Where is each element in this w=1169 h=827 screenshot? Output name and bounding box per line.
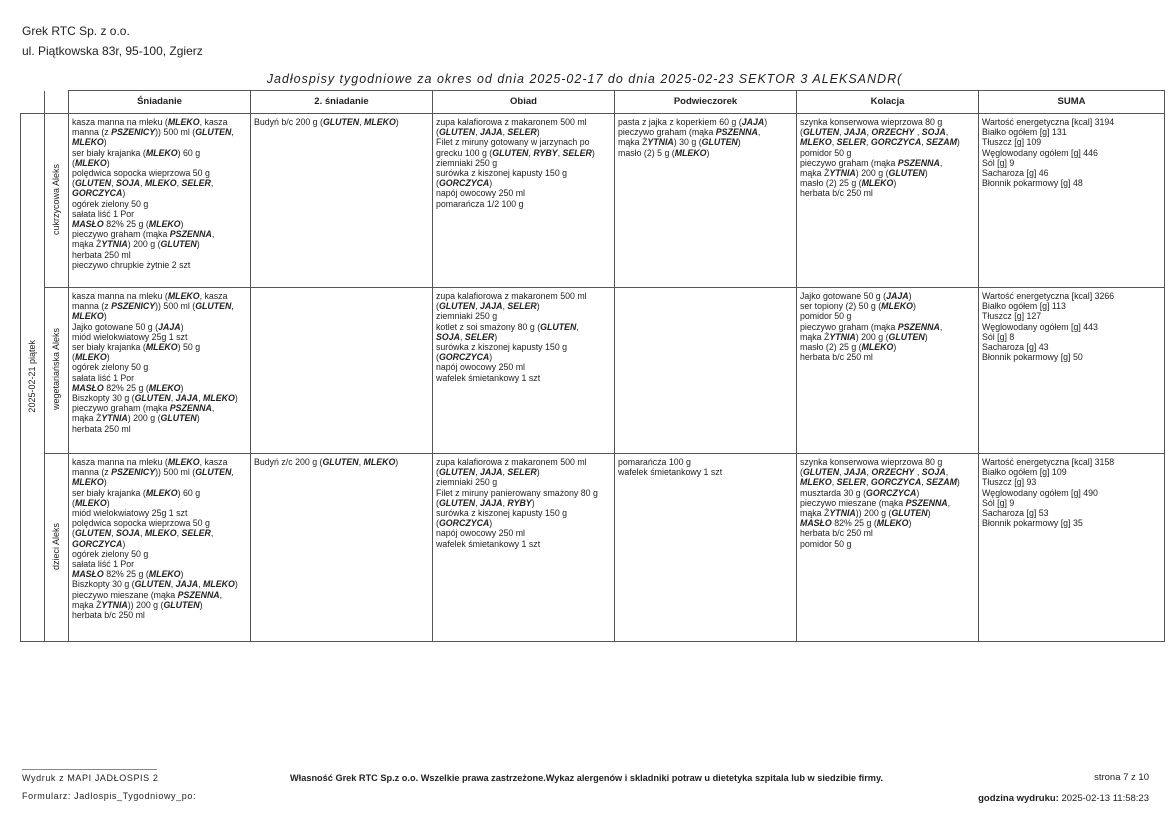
menu-line: zupa kalafiorowa z makaronem 500 ml — [436, 117, 587, 127]
menu-line: Budyń b/c 200 g (GLUTEN, MLEKO) — [254, 117, 399, 127]
menu-line: (GLUTEN, JAJA, RYBY) — [436, 497, 535, 508]
menu-line: Budyń z/c 200 g (GLUTEN, MLEKO) — [254, 457, 399, 467]
menu-line: wafelek śmietankowy 1 szt — [436, 372, 541, 383]
menu-line: ser topiony (2) 50 g (MLEKO) — [800, 301, 916, 312]
diet-row — [21, 114, 1165, 288]
sniadanie-cell — [69, 454, 251, 642]
diet-row — [21, 288, 1165, 454]
nutrition-line: Wartość energetyczna [kcal] 3158 — [982, 457, 1115, 467]
menu-line: napój owocowy 250 ml — [436, 362, 525, 373]
nutrition-line: Błonnik pokarmowy [g] 35 — [982, 518, 1083, 529]
diet-cell — [45, 114, 69, 288]
menu-line: polędwica sopocka wieprzowa 50 g — [72, 518, 210, 529]
menu-line: herbata 250 ml — [72, 249, 131, 260]
menu-line: pomidor 50 g — [800, 147, 852, 158]
document-title: Jadłospisy tygodniowe za okres od dnia 2025-02-17 do dnia 2025-02-23 SEKTOR 3 ALEKSANDR( — [266, 72, 903, 86]
menu-line: MLEKO) — [72, 477, 107, 488]
menu-line: manna (z PSZENICY)) 500 ml (GLUTEN, — [72, 301, 234, 312]
footer-printed-from: Wydruk z MAPI JADŁOSPIS 2 — [22, 773, 159, 783]
menu-line: szynka konserwowa wieprzowa 80 g — [800, 117, 943, 127]
footer-form-name: Formularz: Jadlospis_Tygodniowy_po: — [22, 791, 197, 801]
company-address: ul. Piątkowska 83r, 95-100, Zgierz — [22, 44, 203, 58]
kolacja-cell — [797, 288, 979, 454]
menu-line: mąka ŻYTNIA)) 200 g (GLUTEN) — [72, 599, 203, 610]
menu-line: kotlet z soi smażony 80 g (GLUTEN, — [436, 321, 579, 332]
diet-label: cukrzycowa Aleks — [51, 163, 62, 235]
menu-line: wafelek śmietankowy 1 szt — [436, 538, 541, 549]
kolacja-cell — [797, 114, 979, 288]
nutrition-line: Sacharoza [g] 46 — [982, 168, 1049, 179]
sniadanie-cell — [69, 114, 251, 288]
menu-line: pieczywo graham (mąka PSZENNA, — [618, 127, 761, 138]
diet-label: wegetariańska Aleks — [51, 328, 62, 411]
print-time — [978, 793, 1149, 804]
menu-line: ziemniaki 250 g — [436, 311, 498, 322]
nutrition-line: Tłuszcz [g] 93 — [982, 477, 1037, 488]
menu-line: mąka ŻYTNIA) 30 g (GLUTEN) — [618, 137, 741, 148]
menu-line: kasza manna na mleku (MLEKO, kasza — [72, 457, 228, 467]
podwieczorek-cell — [615, 454, 797, 642]
menu-line: kasza manna na mleku (MLEKO, kasza — [72, 117, 228, 127]
menu-line: pieczywo mieszane (mąka PSZENNA, — [72, 589, 223, 600]
nutrition-line: Tłuszcz [g] 127 — [982, 311, 1042, 322]
menu-line: (GLUTEN, JAJA, ORZECHY , SOJA, — [800, 127, 949, 138]
menu-line: miód wielokwiatowy 25g 1 szt — [72, 331, 188, 342]
menu-line: Filet z miruny panierowany smażony 80 g — [436, 487, 598, 498]
menu-line: MASŁO 82% 25 g (MLEKO) — [800, 518, 912, 529]
suma-cell — [979, 288, 1165, 454]
menu-line: pasta z jajka z koperkiem 60 g (JAJA) — [618, 117, 768, 127]
menu-line: pieczywo mieszane (mąka PSZENNA, — [800, 497, 951, 508]
column-header-sniadanie: Śniadanie — [69, 91, 251, 114]
menu-line: masło (2) 25 g (MLEKO) — [800, 178, 897, 189]
nutrition-line: Wartość energetyczna [kcal] 3266 — [982, 291, 1115, 301]
drugie-sniadanie-cell — [251, 114, 433, 288]
header-blank — [45, 91, 69, 114]
drugie-sniadanie-cell — [251, 454, 433, 642]
nutrition-line: Białko ogółem [g] 131 — [982, 127, 1067, 138]
menu-line: (GLUTEN, JAJA, SELER) — [436, 301, 540, 312]
company-name: Grek RTC Sp. z o.o. — [22, 24, 130, 38]
menu-line: herbata 250 ml — [72, 423, 131, 434]
menu-line: masło (2) 25 g (MLEKO) — [800, 342, 897, 353]
suma-cell — [979, 454, 1165, 642]
menu-line: surówka z kiszonej kapusty 150 g — [436, 168, 568, 179]
menu-line: Jajko gotowane 50 g (JAJA) — [800, 291, 912, 301]
menu-line: pieczywo graham (mąka PSZENNA, — [72, 403, 215, 414]
weekly-menu-table — [20, 90, 1165, 642]
menu-line: ogórek zielony 50 g — [72, 198, 149, 209]
menu-line: (GLUTEN, SOJA, MLEKO, SELER, — [72, 178, 214, 189]
menu-line: (GORCZYCA) — [436, 518, 493, 529]
menu-line: kasza manna na mleku (MLEKO, kasza — [72, 291, 228, 301]
menu-line: (MLEKO) — [72, 157, 110, 168]
menu-line: pieczywo graham (mąka PSZENNA, — [800, 321, 943, 332]
footer-copyright: Własność Grek RTC Sp.z o.o. Wszelkie prawa zastrzeżone.Wykaz alergenów i skladniki potraw u dietetyka szpitala lub w siedzibie firmy. — [290, 773, 883, 783]
menu-line: masło (2) 5 g (MLEKO) — [618, 147, 710, 158]
menu-line: (GLUTEN, JAJA, SELER) — [436, 467, 540, 478]
menu-line: pomidor 50 g — [800, 538, 852, 549]
menu-line: MLEKO, SELER, GORCZYCA, SEZAM) — [800, 477, 960, 488]
menu-line: (MLEKO) — [72, 497, 110, 508]
column-header-kolacja: Kolacja — [797, 91, 979, 114]
column-header-podwieczorek: Podwieczorek — [615, 91, 797, 114]
menu-line: MLEKO) — [72, 137, 107, 148]
kolacja-cell — [797, 454, 979, 642]
menu-line: manna (z PSZENICY)) 500 ml (GLUTEN, — [72, 467, 234, 478]
menu-line: MASŁO 82% 25 g (MLEKO) — [72, 219, 184, 230]
sniadanie-cell — [69, 288, 251, 454]
menu-line: grecku 100 g (GLUTEN, RYBY, SELER) — [436, 147, 595, 158]
menu-line: wafelek śmietankowy 1 szt — [618, 467, 723, 478]
column-header-obiad: Obiad — [433, 91, 615, 114]
menu-line: (GLUTEN, JAJA, ORZECHY , SOJA, — [800, 467, 949, 478]
menu-line: polędwica sopocka wieprzowa 50 g — [72, 168, 210, 179]
menu-line: musztarda 30 g (GORCZYCA) — [800, 487, 920, 498]
menu-line: ogórek zielony 50 g — [72, 548, 149, 559]
nutrition-line: Sacharoza [g] 43 — [982, 342, 1049, 353]
menu-line: ziemniaki 250 g — [436, 477, 498, 488]
menu-line: pieczywo chrupkie żytnie 2 szt — [72, 259, 191, 270]
menu-line: ser biały krajanka (MLEKO) 60 g — [72, 487, 201, 498]
drugie-sniadanie-cell — [251, 288, 433, 454]
print-time-label: godzina wydruku: — [978, 793, 1059, 804]
menu-line: napój owocowy 250 ml — [436, 528, 525, 539]
menu-line: pomarańcza 1/2 100 g — [436, 198, 524, 209]
nutrition-line: Tłuszcz [g] 109 — [982, 137, 1042, 148]
menu-line: SOJA, SELER) — [436, 331, 498, 342]
diet-cell — [45, 454, 69, 642]
nutrition-line: Węglowodany ogółem [g] 443 — [982, 321, 1098, 332]
nutrition-line: Sól [g] 9 — [982, 497, 1015, 508]
column-header-drugie-sniadanie: 2. śniadanie — [251, 91, 433, 114]
menu-line: Biszkopty 30 g (GLUTEN, JAJA, MLEKO) — [72, 579, 238, 590]
nutrition-line: Błonnik pokarmowy [g] 48 — [982, 178, 1083, 189]
obiad-cell — [433, 288, 615, 454]
podwieczorek-cell — [615, 288, 797, 454]
menu-line: manna (z PSZENICY)) 500 ml (GLUTEN, — [72, 127, 234, 138]
obiad-cell — [433, 114, 615, 288]
menu-line: herbata b/c 250 ml — [800, 352, 873, 363]
nutrition-line: Wartość energetyczna [kcal] 3194 — [982, 117, 1115, 127]
menu-line: miód wielokwiatowy 25g 1 szt — [72, 508, 188, 519]
menu-line: pieczywo graham (mąka PSZENNA, — [72, 229, 215, 240]
menu-line: napój owocowy 250 ml — [436, 188, 525, 199]
menu-line: ser biały krajanka (MLEKO) 60 g — [72, 147, 201, 158]
menu-line: zupa kalafiorowa z makaronem 500 ml — [436, 457, 587, 467]
menu-line: herbata b/c 250 ml — [72, 610, 145, 621]
menu-line: szynka konserwowa wieprzowa 80 g — [800, 457, 943, 467]
menu-line: MASŁO 82% 25 g (MLEKO) — [72, 569, 184, 580]
obiad-cell — [433, 454, 615, 642]
nutrition-line: Sól [g] 8 — [982, 331, 1015, 342]
menu-line: mąka ŻYTNIA)) 200 g (GLUTEN) — [800, 508, 931, 519]
menu-line: ziemniaki 250 g — [436, 157, 498, 168]
day-label: 2025-02-21 piątek — [27, 340, 38, 413]
menu-line: ogórek zielony 50 g — [72, 362, 149, 373]
nutrition-line: Białko ogółem [g] 113 — [982, 301, 1066, 312]
nutrition-line: Błonnik pokarmowy [g] 50 — [982, 352, 1083, 363]
menu-line: MLEKO) — [72, 311, 107, 322]
menu-line: GORCZYCA) — [72, 538, 126, 549]
menu-line: pomidor 50 g — [800, 311, 852, 322]
menu-line: mąka ŻYTNIA) 200 g (GLUTEN) — [800, 168, 928, 179]
nutrition-line: Białko ogółem [g] 109 — [982, 467, 1067, 478]
menu-line: (GLUTEN, SOJA, MLEKO, SELER, — [72, 528, 214, 539]
menu-line: (GLUTEN, JAJA, SELER) — [436, 127, 540, 138]
nutrition-line: Sól [g] 9 — [982, 157, 1015, 168]
menu-line: mąka ŻYTNIA) 200 g (GLUTEN) — [72, 239, 200, 250]
menu-line: herbata b/c 250 ml — [800, 528, 873, 539]
menu-line: mąka ŻYTNIA) 200 g (GLUTEN) — [72, 413, 200, 424]
menu-line: sałata liść 1 Por — [72, 559, 135, 570]
menu-line: Filet z miruny gotowany w jarzynach po — [436, 137, 590, 148]
nutrition-line: Sacharoza [g] 53 — [982, 508, 1049, 519]
menu-line: GORCZYCA) — [72, 188, 126, 199]
diet-row — [21, 454, 1165, 642]
menu-line: surówka z kiszonej kapusty 150 g — [436, 342, 568, 353]
header-row — [21, 91, 1165, 114]
menu-line: sałata liść 1 Por — [72, 208, 135, 219]
header-blank — [21, 91, 45, 114]
menu-line: Biszkopty 30 g (GLUTEN, JAJA, MLEKO) — [72, 393, 238, 404]
menu-line: herbata b/c 250 ml — [800, 188, 873, 199]
menu-line: ser biały krajanka (MLEKO) 50 g — [72, 342, 201, 353]
print-time-value: 2025-02-13 11:58:23 — [1061, 793, 1149, 804]
menu-line: (MLEKO) — [72, 352, 110, 363]
menu-line: MLEKO, SELER, GORCZYCA, SEZAM) — [800, 137, 960, 148]
podwieczorek-cell — [615, 114, 797, 288]
menu-line: Jajko gotowane 50 g (JAJA) — [72, 321, 184, 332]
menu-line: (GORCZYCA) — [436, 178, 493, 189]
menu-line: MASŁO 82% 25 g (MLEKO) — [72, 382, 184, 393]
page-number: strona 7 z 10 — [1094, 772, 1149, 783]
menu-line: surówka z kiszonej kapusty 150 g — [436, 508, 568, 519]
nutrition-line: Węglowodany ogółem [g] 446 — [982, 147, 1098, 158]
day-cell — [21, 114, 45, 642]
nutrition-line: Węglowodany ogółem [g] 490 — [982, 487, 1098, 498]
menu-line: pieczywo graham (mąka PSZENNA, — [800, 157, 943, 168]
suma-cell — [979, 114, 1165, 288]
diet-label: dzieci Aleks — [51, 522, 62, 570]
menu-line: pomarańcza 100 g — [618, 457, 691, 467]
column-header-suma: SUMA — [979, 91, 1165, 114]
menu-line: (GORCZYCA) — [436, 352, 493, 363]
menu-line: mąka ŻYTNIA) 200 g (GLUTEN) — [800, 331, 928, 342]
footer-divider — [22, 769, 157, 770]
menu-line: sałata liść 1 Por — [72, 372, 135, 383]
menu-line: zupa kalafiorowa z makaronem 500 ml — [436, 291, 587, 301]
diet-cell — [45, 288, 69, 454]
